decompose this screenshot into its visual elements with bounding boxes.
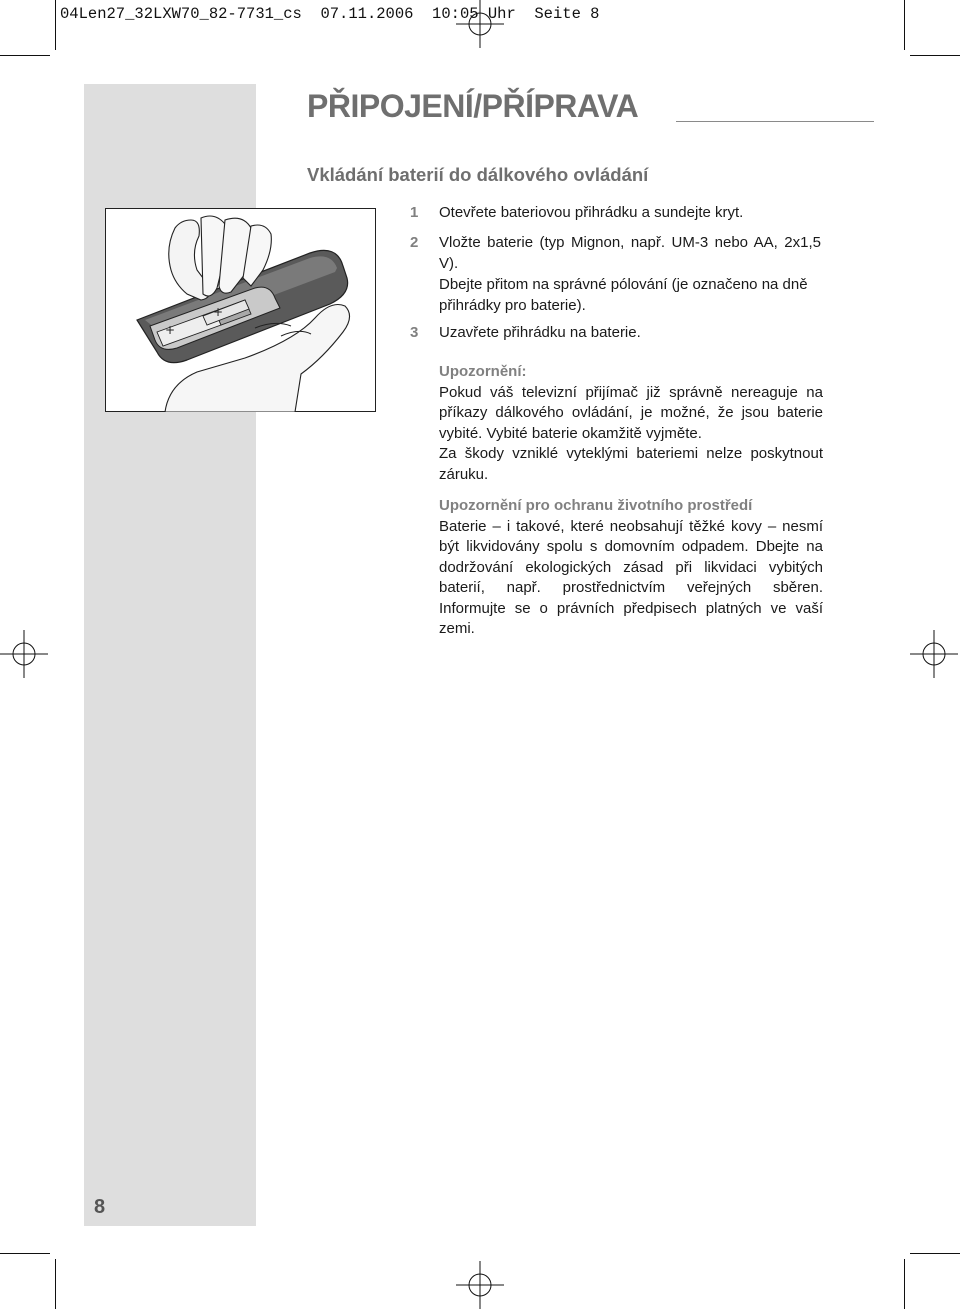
note-environment <box>439 496 823 640</box>
crop-mark-bottom-right-v <box>904 1259 905 1309</box>
svg-text:+: + <box>213 305 224 319</box>
step-3 <box>410 322 830 343</box>
registration-mark-left <box>0 630 48 678</box>
crop-mark-bottom-left-v <box>55 1259 56 1309</box>
step-text: Vložte baterie (typ Mignon, např. UM-3 nebo AA, 2x1,5 V). <box>439 234 821 272</box>
print-header: 04Len27_32LXW70_82-7731_cs 07.11.2006 10:05 Uhr Seite 8 <box>60 5 600 23</box>
step-1 <box>410 202 830 223</box>
svg-text:+: + <box>165 323 176 337</box>
battery-insertion-illustration <box>105 208 376 412</box>
step-2 <box>410 232 830 316</box>
note-warning <box>439 362 823 485</box>
step-text: Dbejte přitom na správné pólování (je označeno na dně přihrádky pro baterie). <box>439 276 808 314</box>
step-number: 2 <box>410 234 419 251</box>
crop-mark-top-right-h <box>910 55 960 56</box>
crop-mark-top-left-h <box>0 55 50 56</box>
page-number: 8 <box>94 1196 106 1218</box>
note-text: Za škody vzniklé vyteklými bateriemi nelze poskytnout záruku. <box>439 445 823 483</box>
step-number: 3 <box>410 324 419 341</box>
step-text: Uzavřete přihrádku na baterie. <box>439 324 641 341</box>
registration-mark-top <box>456 0 504 48</box>
registration-mark-right <box>910 630 958 678</box>
note-text: Baterie – i takové, které neobsahují těžké kovy – nesmí být likvidovány spolu s domovním odpadem. Dbejte na dodržování ekologických zásad při likvidaci vybitých baterií, např. prostřednictvím veřejných sběren. Informujte se o právních předpisech platných ve vaší zemi. <box>439 517 823 637</box>
note-title: Upozornění pro ochranu životního prostředí <box>439 497 753 514</box>
step-text: Otevřete bateriovou přihrádku a sundejte kryt. <box>439 204 744 221</box>
registration-mark-bottom <box>456 1261 504 1309</box>
page-title: PŘIPOJENÍ/PŘÍPRAVA <box>307 88 639 124</box>
note-title: Upozornění: <box>439 363 527 380</box>
crop-mark-top-right-v <box>904 0 905 50</box>
crop-mark-bottom-right-h <box>910 1253 960 1254</box>
crop-mark-bottom-left-h <box>0 1253 50 1254</box>
title-rule <box>676 121 874 122</box>
crop-mark-top-left-v <box>55 0 56 50</box>
note-text: Pokud váš televizní přijímač již správně nereaguje na příkazy dálkového ovládání, je možné, že jsou baterie vybité. Vybité baterie okamžitě vyjměte. <box>439 383 823 442</box>
section-heading: Vkládání baterií do dálkového ovládání <box>307 164 649 185</box>
step-number: 1 <box>410 204 419 221</box>
